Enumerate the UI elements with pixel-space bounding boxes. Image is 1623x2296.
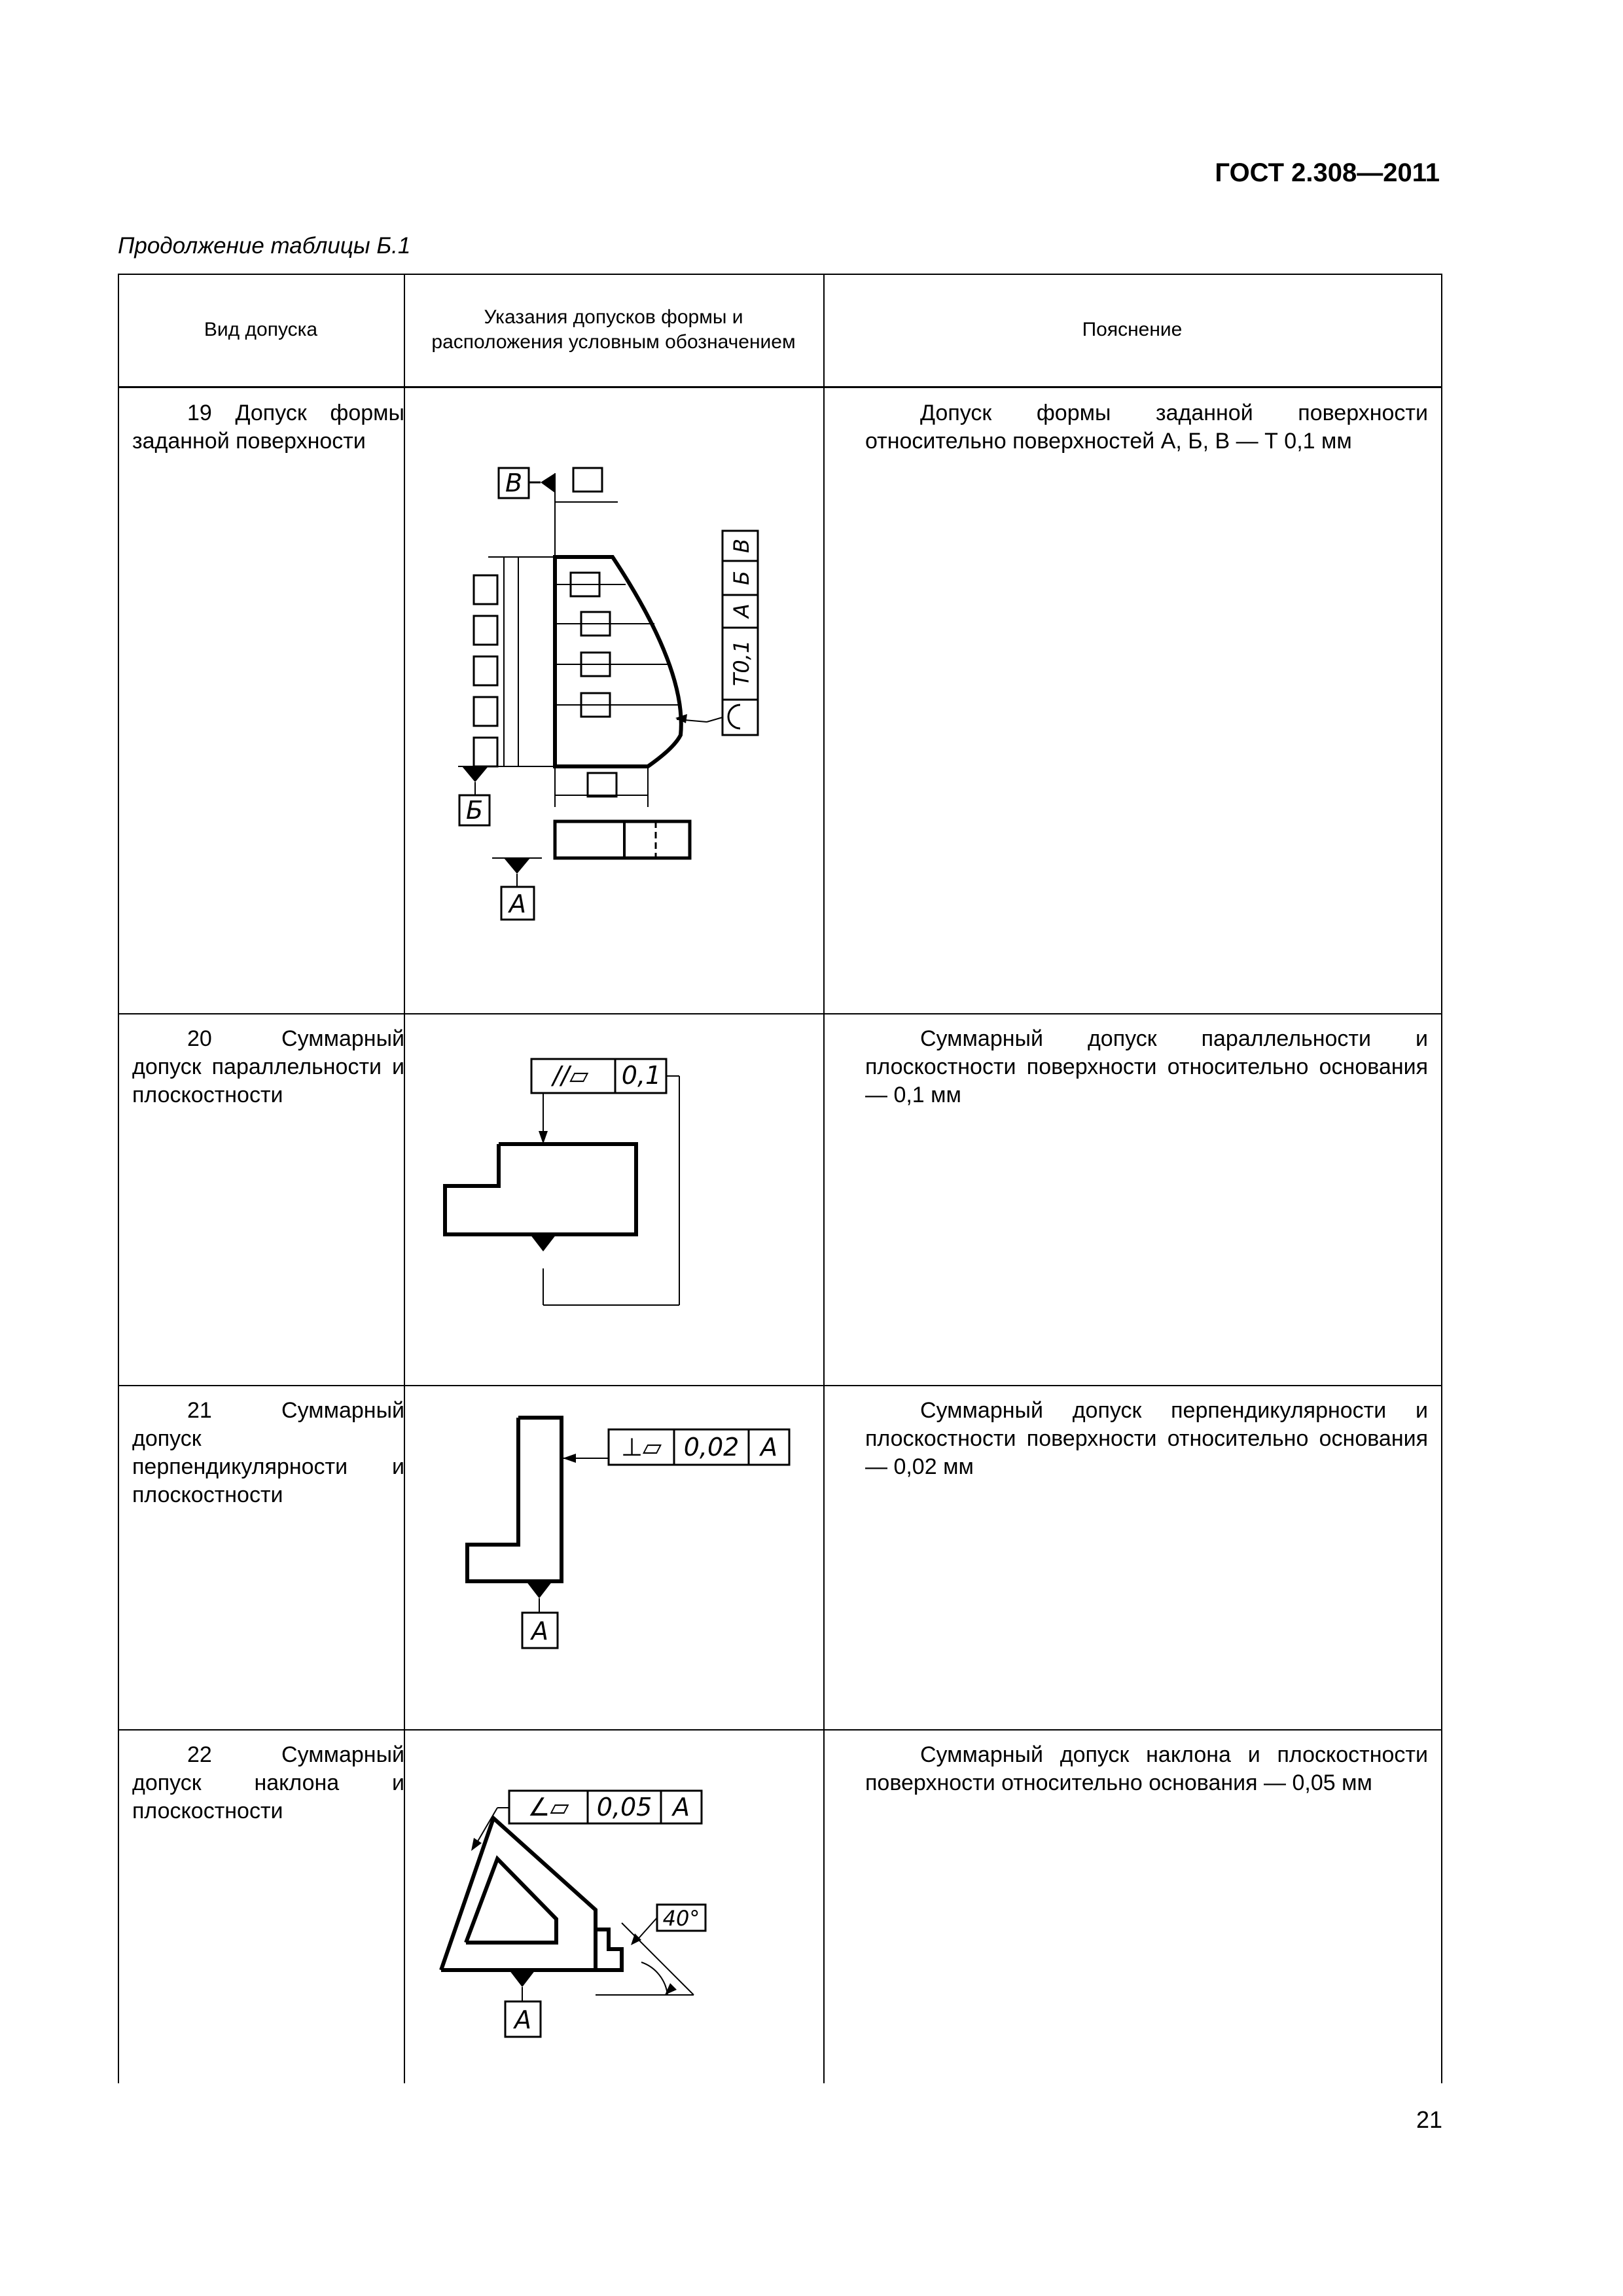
- datum-label-a: А: [509, 889, 526, 918]
- frame-symbol-perp-flat: ⊥▱: [620, 1433, 662, 1462]
- row-20-figure: [406, 1046, 818, 1347]
- frame-value-0-05: 0,05: [596, 1793, 652, 1821]
- row-divider-19-20: [118, 1013, 1442, 1014]
- frame-value-0-1: 0,1: [621, 1061, 662, 1090]
- datum-label-a-21: А: [531, 1617, 548, 1645]
- table-divider-2: [823, 274, 825, 2083]
- column-header-kind: Вид допуска: [204, 319, 318, 340]
- frame-symbol-angle-flat: ∠▱: [527, 1793, 569, 1821]
- page-number: 21: [1416, 2106, 1442, 2133]
- row-21-figure: [406, 1407, 818, 1669]
- frame-datum-a-21: А: [760, 1433, 777, 1462]
- row-divider-20-21: [118, 1385, 1442, 1386]
- table-header-divider: [118, 386, 1442, 388]
- row-22-explanation: Суммарный допуск наклона и плоскостности поверхности относительно основания — 0,05 мм: [865, 1742, 1428, 1795]
- datum-label-v: В: [505, 469, 523, 497]
- row-20-explanation: Суммарный допуск параллельности и плоскостности поверхности относительно основания — 0,1 мм: [865, 1026, 1428, 1107]
- angle-value: 40°: [662, 1906, 700, 1931]
- table-continuation-caption: Продолжение таблицы Б.1: [118, 233, 411, 259]
- tolerance-table: [118, 274, 1442, 2083]
- frame-datum-a-22: А: [673, 1793, 690, 1821]
- frame-symbol-parallel-flat: //▱: [552, 1061, 589, 1090]
- row-19-figure: [406, 395, 818, 1003]
- row-21-kind: 21 Суммарный допуск перпендикулярности и плоскостности: [132, 1398, 404, 1507]
- frame-value-0-02: 0,02: [683, 1433, 740, 1462]
- frame-datum-b: Б: [729, 571, 754, 585]
- column-header-designation: Указания допусков формы и расположения условным обозначением: [431, 306, 796, 353]
- row-20-kind: 20 Суммарный допуск параллельности и плоскостности: [132, 1026, 404, 1107]
- frame-datum-a: А: [729, 603, 754, 618]
- row-19-explanation: Допуск формы заданной поверхности относительно поверхностей А, Б, В — Т 0,1 мм: [865, 401, 1428, 454]
- frame-datum-v: В: [729, 539, 754, 553]
- table-border-left: [118, 274, 119, 2083]
- table-border-right: [1441, 274, 1442, 2083]
- row-21-explanation: Суммарный допуск перпендикулярности и плоскостности поверхности относительно основания — 0,02 мм: [865, 1398, 1428, 1479]
- row-19-kind: 19 Допуск формы заданной поверхности: [132, 401, 404, 454]
- document-standard-header: ГОСТ 2.308—2011: [1215, 158, 1440, 187]
- row-22-kind: 22 Суммарный допуск наклона и плоскостности: [132, 1742, 404, 1823]
- row-22-figure: [406, 1766, 818, 2054]
- column-header-explanation: Пояснение: [1082, 319, 1183, 340]
- row-divider-21-22: [118, 1729, 1442, 1731]
- frame-tolerance: Т0,1: [729, 639, 754, 687]
- datum-label-b: Б: [465, 796, 484, 825]
- datum-label-a-22: А: [514, 2005, 531, 2034]
